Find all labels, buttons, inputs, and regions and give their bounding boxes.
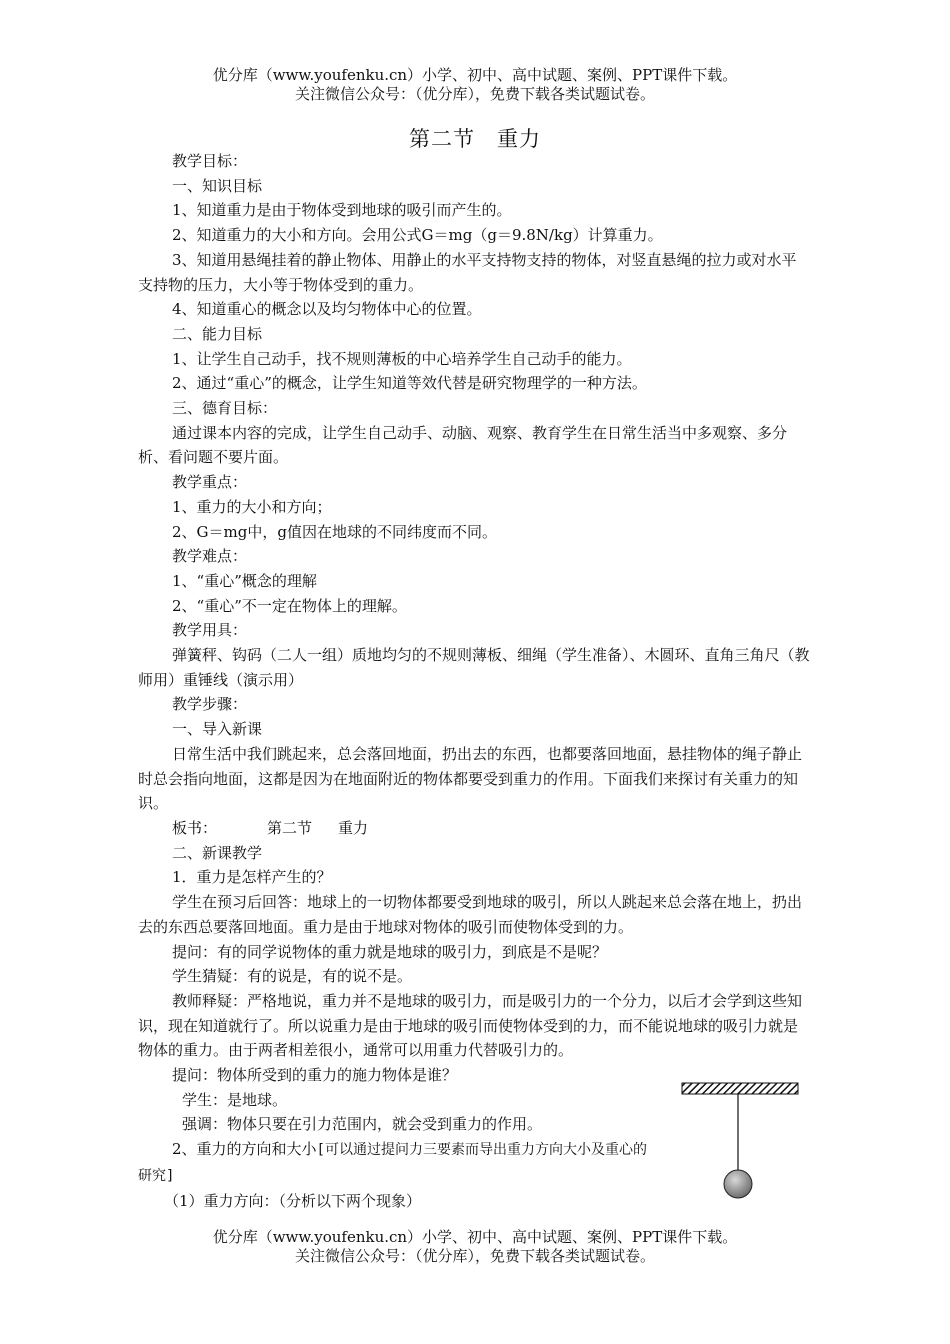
paragraph: 二、能力目标 (172, 324, 263, 343)
paragraph: 1、重力的大小和方向； (172, 497, 332, 516)
paragraph (138, 1137, 658, 1188)
blackboard-section: 第二节 (267, 818, 313, 837)
paragraph: 教学步骤： (172, 695, 248, 714)
blackboard-label: 板书： (172, 818, 218, 837)
paragraph: 1．重力是怎样产生的？ (172, 868, 332, 887)
page-title: 第二节 重力 (409, 127, 541, 151)
paragraph: 教学目标： (172, 152, 248, 170)
paragraph: （1）重力方向：（分析以下两个现象） (164, 1191, 422, 1210)
paragraph: 学生在预习后回答：地球上的一切物体都要受到地球的吸引，所以人跳起来总会落在地上，扔出去的东西总要落回地面。重力是由于地球对物体的吸引而使物体受到的力。 (138, 893, 803, 936)
footer-line-1: 优分库（www.youfenku.cn）小学、初中、高中试题、案例、PPT课件下载。 (212, 1228, 738, 1246)
header-line-1: 优分库（www.youfenku.cn）小学、初中、高中试题、案例、PPT课件下载。 (212, 66, 738, 84)
paragraph: 教师释疑：严格地说，重力并不是地球的吸引力，而是吸引力的一个分力，以后才会学到这些知识，现在知道就行了。所以说重力是由于地球的吸引而使物体受到的力，而不能说地球的吸引力就是物体的重力。由于两者相差很小，通常可以用重力代替吸引力的。 (138, 991, 803, 1060)
paragraph: 3、知道用悬绳挂着的静止物体、用静止的水平支持物支持的物体，对竖直悬绳的拉力或对水平支持物的压力，大小等于物体受到的重力。 (138, 250, 797, 294)
paragraph: 日常生活中我们跳起来，总会落回地面，扔出去的东西，也都要落回地面，悬挂物体的绳子静止时总会指向地面，这都是因为在地面附近的物体都要受到重力的作用。下面我们来探讨有关重力的知识。 (138, 744, 803, 813)
paragraph: 强调：物体只要在引力范围内，就会受到重力的作用。 (182, 1115, 543, 1134)
paragraph: 1、让学生自己动手，找不规则薄板的中心培养学生自己动手的能力。 (172, 349, 632, 368)
paragraph: 学生猜疑：有的说是，有的说不是。 (172, 967, 413, 986)
blackboard-topic: 重力 (338, 818, 369, 837)
pendulum-diagram (680, 1080, 800, 1202)
paragraph: 2、G＝mg中，g值因在地球的不同纬度而不同。 (172, 522, 497, 541)
paragraph: 二、新课教学 (172, 843, 263, 862)
paragraph: 教学用具： (172, 621, 248, 640)
paragraph: 2、“重心”不一定在物体上的理解。 (172, 596, 407, 615)
ceiling-beam (682, 1083, 798, 1094)
footer-line-2: 关注微信公众号：（优分库），免费下载各类试题试卷。 (294, 1247, 655, 1265)
paragraph: 提问：物体所受到的重力的施力物体是谁？ (172, 1066, 458, 1085)
paragraph: 一、知识目标 (172, 176, 263, 195)
paragraph: 2、知道重力的大小和方向。会用公式G＝mg（g＝9.8N/kg）计算重力。 (172, 226, 663, 245)
document-body (138, 149, 810, 1213)
paragraph: 1、知道重力是由于物体受到地球的吸引而产生的。 (172, 201, 512, 220)
paragraph: 1、“重心”概念的理解 (172, 571, 317, 590)
pendulum-bob (724, 1170, 752, 1198)
blackboard-line (138, 816, 810, 841)
paragraph: 学生：是地球。 (182, 1090, 288, 1109)
paragraph: 2、通过“重心”的概念，让学生知道等效代替是研究物理学的一种方法。 (172, 374, 647, 393)
paragraph: 教学重点： (172, 473, 248, 492)
section-heading: 2、重力的方向和大小 (172, 1140, 317, 1159)
paragraph: 提问：有的同学说物体的重力就是地球的吸引力，到底是不是呢？ (172, 942, 608, 961)
paragraph: 三、德育目标： (172, 399, 278, 418)
paragraph: 一、导入新课 (172, 720, 263, 739)
paragraph: 通过课本内容的完成，让学生自己动手、动脑、观察、教育学生在日常生活当中多观察、多分析、看问题不要片面。 (138, 423, 788, 467)
paragraph: 教学难点： (172, 547, 248, 566)
paragraph: 弹簧秤、钩码（二人一组）质地均匀的不规则薄板、细绳（学生准备）、木圆环、直角三角尺（教师用）重锤线（演示用） (138, 646, 810, 689)
bracket-note: [可以通过提问力三要素而导出重力方向大小及重心的研究] (138, 1142, 647, 1184)
header-line-2: 关注微信公众号：（优分库），免费下载各类试题试卷。 (294, 85, 655, 103)
paragraph: 4、知道重心的概念以及均匀物体中心的位置。 (172, 300, 482, 319)
